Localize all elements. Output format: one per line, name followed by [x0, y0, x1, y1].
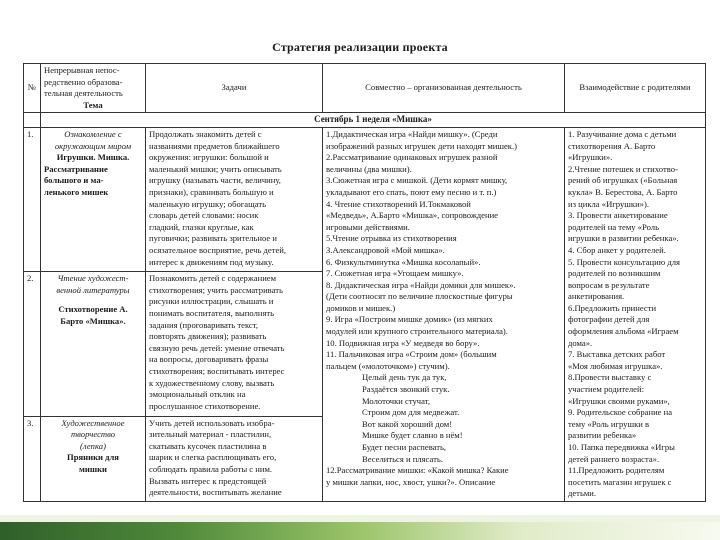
row-number: 2. [24, 272, 41, 416]
header-tasks: Задачи [146, 64, 323, 113]
row-number: 1. [24, 127, 41, 271]
poem-line: Вот какой хороший дом! [362, 418, 453, 429]
header-direct-activity: Непрерывная непос- редственно образова- тельная деятельность Тема [41, 64, 146, 113]
project-strategy-table [23, 63, 706, 502]
footer-shade [0, 515, 720, 522]
row-tasks: Познакомить детей с содержанием стихотворения; учить рассматривать рисунки иллюстрации, слышать и понимать воспитателя, выполнять задания (проговаривать текст, повторять движения); развивать связную речь детей: умение отвечать на вопросы, договаривать фразы стихотворения; воспитывать интерес к художественному слову, вызвать эмоциональный отклик на прослушанное стихотворение. [146, 272, 323, 416]
table-row [24, 127, 706, 271]
row-number: 3. [24, 416, 41, 501]
section-title: Сентябрь 1 неделя «Мишка» [41, 113, 706, 128]
poem-line: Молоточки стучат, [362, 395, 430, 406]
header-theme: Тема [83, 99, 103, 110]
header-joint-activity: Совместно – организованная деятельность [323, 64, 565, 113]
row-area-theme: Чтение художест- венной литературы Стихотворение А. Барто «Мишка». [41, 272, 146, 416]
poem-line: Строим дом для медвежат. [362, 407, 460, 418]
row-area-theme: Ознакомление с окружающим миром Игрушки. Мишка. Рассматривание большого и ма- ленького мишек [41, 127, 146, 271]
header-parents: Взаимодействие с родителями [565, 64, 706, 113]
poem-line: Раздаётся звонкий стук. [362, 384, 450, 395]
page-title: Стратегия реализации проекта [272, 40, 448, 54]
row-tasks: Учить детей использовать изобра- зительный материал - пластилин, скатывать кусочек пластилина в шарик и слегка расплющивать его, соблюдать правила работы с ним. Вызвать интерес к предстоящей деятельности, воспитывать желание [146, 416, 323, 501]
header-num: № [24, 64, 41, 113]
decorative-gradient-bar [0, 522, 720, 540]
joint-activity-cell: 1.Дидактическая игра «Найди мишку». (Среди изображений разных игрушек дети находят мишек.) 2.Рассматривание одинаковых игрушек разной величины (два мишки). 3.Сюжетная игра с мишкой. (Дети кормят мишку, укладывают его спать, поют ему песню и т. п.) 4. Чтение стихотворений И.Токмаковой «Медведь», А.Барто «Мишка», сопровождение игровыми действиями. 5.Чтение отрывка из стихотворения З.Александровой «Мой мишка». 6. Физкультминутка «Мишка косолапый». 7. Сюжетная игра «Угощаем мишку». 8. Дидактическая игра «Найди домики для мишек». (Дети соотносят по величине плоскостные фигуры домиков и мишек.) 9. Игра «Построим мишке домик» (из мягких модулей или крупного строительного материала). 10. Подвижная игра «У медведя во бору». 11. Пальчиковая игра «Строим дом» (большим пальцем («молоточком») стучим). Целый день тук да тук, Раздаётся звонкий стук. Молоточки стучат, Строим дом для медвежат. Вот какой хороший дом! Мишке будет славно в нём! Будет песни распевать, Веселиться и плясать. 12.Рассматривание мишки: «Какой мишка? Какие у мишки лапки, нос, хвост, ушки?». Описание [323, 127, 565, 501]
row-tasks: Продолжать знакомить детей с названиями предметов ближайшего окружения: игрушки: большой и маленький мишки; учить описывать игрушку (называть части, величину, признаки), сравнивать большую и маленькую игрушку; обогащать словарь детей словами: носик гладкий, глазки круглые, как пуговички; развивать зрительное и осязательное восприятие, речь детей, интерес к движениям под музыку. [146, 127, 323, 271]
poem-line: Веселиться и плясать. [362, 453, 443, 464]
poem-line: Целый день тук да тук, [362, 372, 447, 383]
row-area-theme: Художественное творчество (лепка) Пряники для мишки [41, 416, 146, 501]
parents-cell: 1. Разучивание дома с детьми стихотворения А. Барто «Игрушки». 2.Чтение потешек и стихотво- рений об игрушках («Больная кукла» В. Берестова, А. Барто из цикла «Игрушки»). 3. Провести анкетирование родителей на тему «Роль игрушки в развитии ребенка». 4. Сбор анкет у родителей. 5. Провести консультацию для родителей по возникшим вопросам в результате анкетирования. 6.Предложить принести фотографии детей для оформления альбома «Играем дома». 7. Выставка детских работ «Моя любимая игрушка». 8.Провести выставку с участием родителей: «Игрушки своими руками», 9. Родительское собрание на тему «Роль игрушки в развитии ребенка» 10. Папка передвижка «Игры детей раннего возраста». 11.Предложить родителям посетить магазин игрушек с детьми. [565, 127, 706, 501]
header-row [24, 64, 706, 113]
section-row [24, 113, 706, 128]
poem-line: Мишке будет славно в нём! [362, 430, 463, 441]
poem-line: Будет песни распевать, [362, 442, 447, 452]
